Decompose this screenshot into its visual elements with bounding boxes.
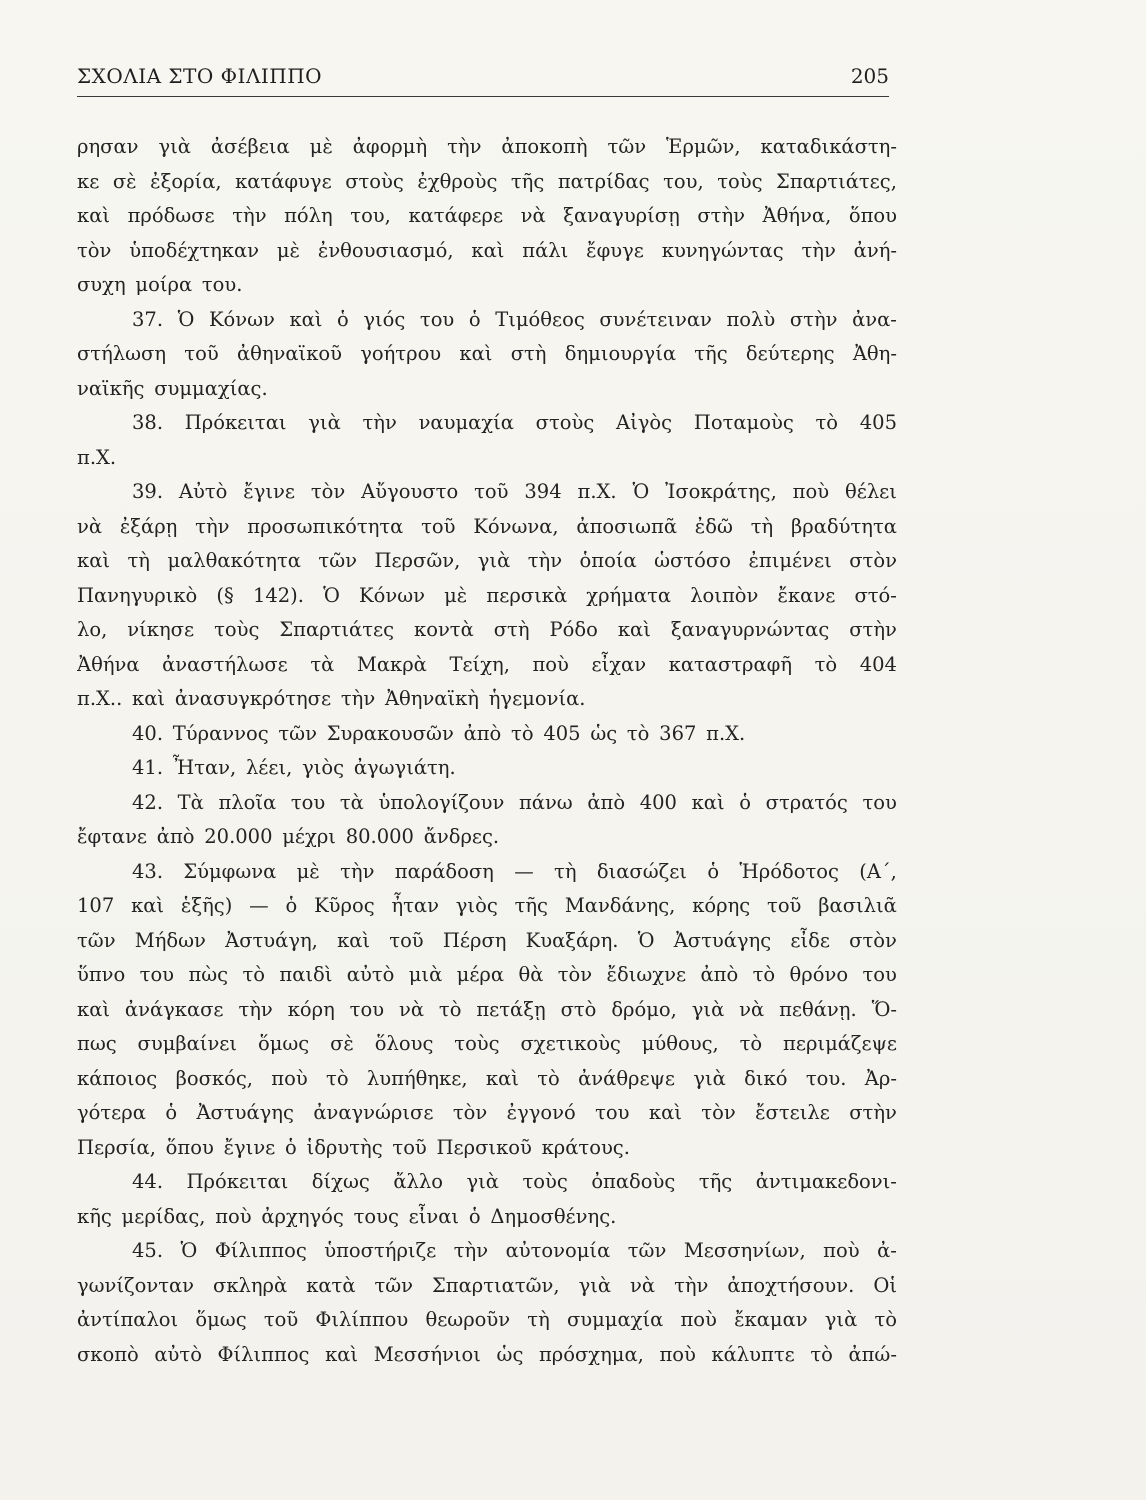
text-line: καὶ τὴ μαλθακότητα τῶν Περσῶν, γιὰ τὴν ὁποία ὡστόσο ἐπιμένει στὸν [77, 549, 897, 572]
text-line: π.Χ. [77, 445, 117, 469]
text-line: Ἀθήνα ἀναστήλωσε τὰ Μακρὰ Τείχη, ποὺ εἶχαν καταστραφῆ τὸ 404 [77, 652, 897, 676]
text-line: συχη μοίρα του. [77, 273, 243, 296]
page-number: 205 [850, 64, 889, 88]
text-line: γότερα ὁ Ἀστυάγης ἀναγνώρισε τὸν ἐγγονό του καὶ τὸν ἔστειλε στὴν [77, 1101, 897, 1124]
text-line: Πανηγυρικὸ (§ 142). Ὁ Κόνων μὲ περσικὰ χρήματα λοιπὸν ἔκανε στό- [77, 583, 897, 607]
text-line: Περσία, ὅπου ἔγινε ὁ ἱδρυτὴς τοῦ Περσικοῦ κράτους. [77, 1135, 630, 1159]
text-line: 41. Ἦταν, λέει, γιὸς ἀγωγιάτη. [132, 756, 456, 779]
text-line: ὕπνο του πὼς τὸ παιδὶ αὐτὸ μιὰ μέρα θὰ τὸν ἔδιωχνε ἀπὸ τὸ θρόνο του [77, 963, 897, 986]
text-line: τὸν ὑποδέχτηκαν μὲ ἐνθουσιασμό, καὶ πάλι ἔφυγε κυνηγώντας τὴν ἀνή- [77, 238, 897, 262]
running-title: ΣΧΟΛΙΑ ΣΤΟ ΦΙΛΙΠΠΟ [77, 64, 323, 88]
text-line: 107 καὶ ἑξῆς) — ὁ Κῦρος ἦταν γιὸς τῆς Μανδάνης, κόρης τοῦ βασιλιᾶ [77, 894, 897, 917]
text-line: 38. Πρόκειται γιὰ τὴν ναυμαχία στοὺς Αἰγὸς Ποταμοὺς τὸ 405 [132, 411, 897, 434]
text-line: ἔφτανε ἀπὸ 20.000 μέχρι 80.000 ἄνδρες. [77, 825, 500, 848]
text-line: 45. Ὁ Φίλιππος ὑποστήριζε τὴν αὐτονομία τῶν Μεσσηνίων, ποὺ ἀ- [132, 1239, 897, 1262]
text-line: κῆς μερίδας, ποὺ ἀρχηγός τους εἶναι ὁ Δημοσθένης. [77, 1204, 617, 1228]
text-line: 42. Τὰ πλοῖα του τὰ ὑπολογίζουν πάνω ἀπὸ 400 καὶ ὁ στρατός του [132, 790, 897, 814]
text-line: 37. Ὁ Κόνων καὶ ὁ γιός του ὁ Τιμόθεος συνέτειναν πολὺ στὴν ἀνα- [132, 307, 897, 331]
page-header [77, 62, 889, 97]
text-line: κάποιος βοσκός, ποὺ τὸ λυπήθηκε, καὶ τὸ ἀνάθρεψε γιὰ δικό του. Ἀρ- [77, 1066, 897, 1090]
text-line: λο, νίκησε τοὺς Σπαρτιάτες κοντὰ στὴ Ρόδο καὶ ξαναγυρνώντας στὴν [77, 618, 897, 641]
text-line: γωνίζονταν σκληρὰ κατὰ τῶν Σπαρτιατῶν, γιὰ νὰ τὴν ἀποχτήσουν. Οἱ [77, 1273, 897, 1297]
text-line: 43. Σύμφωνα μὲ τὴν παράδοση — τὴ διασώζει ὁ Ἡρόδοτος (Α΄, [132, 859, 897, 883]
text-line: ναϊκῆς συμμαχίας. [77, 376, 268, 400]
text-line: ρησαν γιὰ ἀσέβεια μὲ ἀφορμὴ τὴν ἀποκοπὴ τῶν Ἑρμῶν, καταδικάστη- [77, 135, 897, 158]
text-line: 39. Αὐτὸ ἔγινε τὸν Αὔγουστο τοῦ 394 π.Χ. Ὁ Ἰσοκράτης, ποὺ θέλει [132, 480, 897, 503]
text-line: 44. Πρόκειται δίχως ἄλλο γιὰ τοὺς ὀπαδοὺς τῆς ἀντιμακεδονι- [132, 1170, 897, 1193]
text-line: σκοπὸ αὐτὸ Φίλιππος καὶ Μεσσήνιοι ὡς πρόσχημα, ποὺ κάλυπτε τὸ ἀπώ- [77, 1342, 897, 1366]
text-line: στήλωση τοῦ ἀθηναϊκοῦ γοήτρου καὶ στὴ δημιουργία τῆς δεύτερης Ἀθη- [77, 342, 897, 365]
page-body [77, 130, 897, 1372]
text-line: 40. Τύραννος τῶν Συρακουσῶν ἀπὸ τὸ 405 ὡς τὸ 367 π.Χ. [132, 721, 746, 745]
text-line: τῶν Μήδων Ἀστυάγη, καὶ τοῦ Πέρση Κυαξάρη. Ὁ Ἀστυάγης εἶδε στὸν [77, 928, 897, 952]
text-line: νὰ ἐξάρῃ τὴν προσωπικότητα τοῦ Κόνωνα, ἀποσιωπᾶ ἐδῶ τὴ βραδύτητα [77, 514, 897, 538]
text-line: καὶ πρόδωσε τὴν πόλη του, κατάφερε νὰ ξαναγυρίσῃ στὴν Ἀθήνα, ὅπου [77, 204, 897, 227]
text-line: κε σὲ ἐξορία, κατάφυγε στοὺς ἐχθροὺς τῆς πατρίδας του, τοὺς Σπαρτιάτες, [77, 169, 897, 193]
text-line: πως συμβαίνει ὅμως σὲ ὅλους τοὺς σχετικοὺς μύθους, τὸ περιμάζεψε [77, 1032, 897, 1055]
text-line: ἀντίπαλοι ὅμως τοῦ Φιλίππου θεωροῦν τὴ συμμαχία ποὺ ἔκαμαν γιὰ τὸ [77, 1308, 897, 1331]
text-line: καὶ ἀνάγκασε τὴν κόρη του νὰ τὸ πετάξῃ στὸ δρόμο, γιὰ νὰ πεθάνῃ. Ὅ- [77, 997, 897, 1021]
text-line: π.Χ.. καὶ ἀνασυγκρότησε τὴν Ἀθηναϊκὴ ἡγεμονία. [77, 687, 586, 710]
